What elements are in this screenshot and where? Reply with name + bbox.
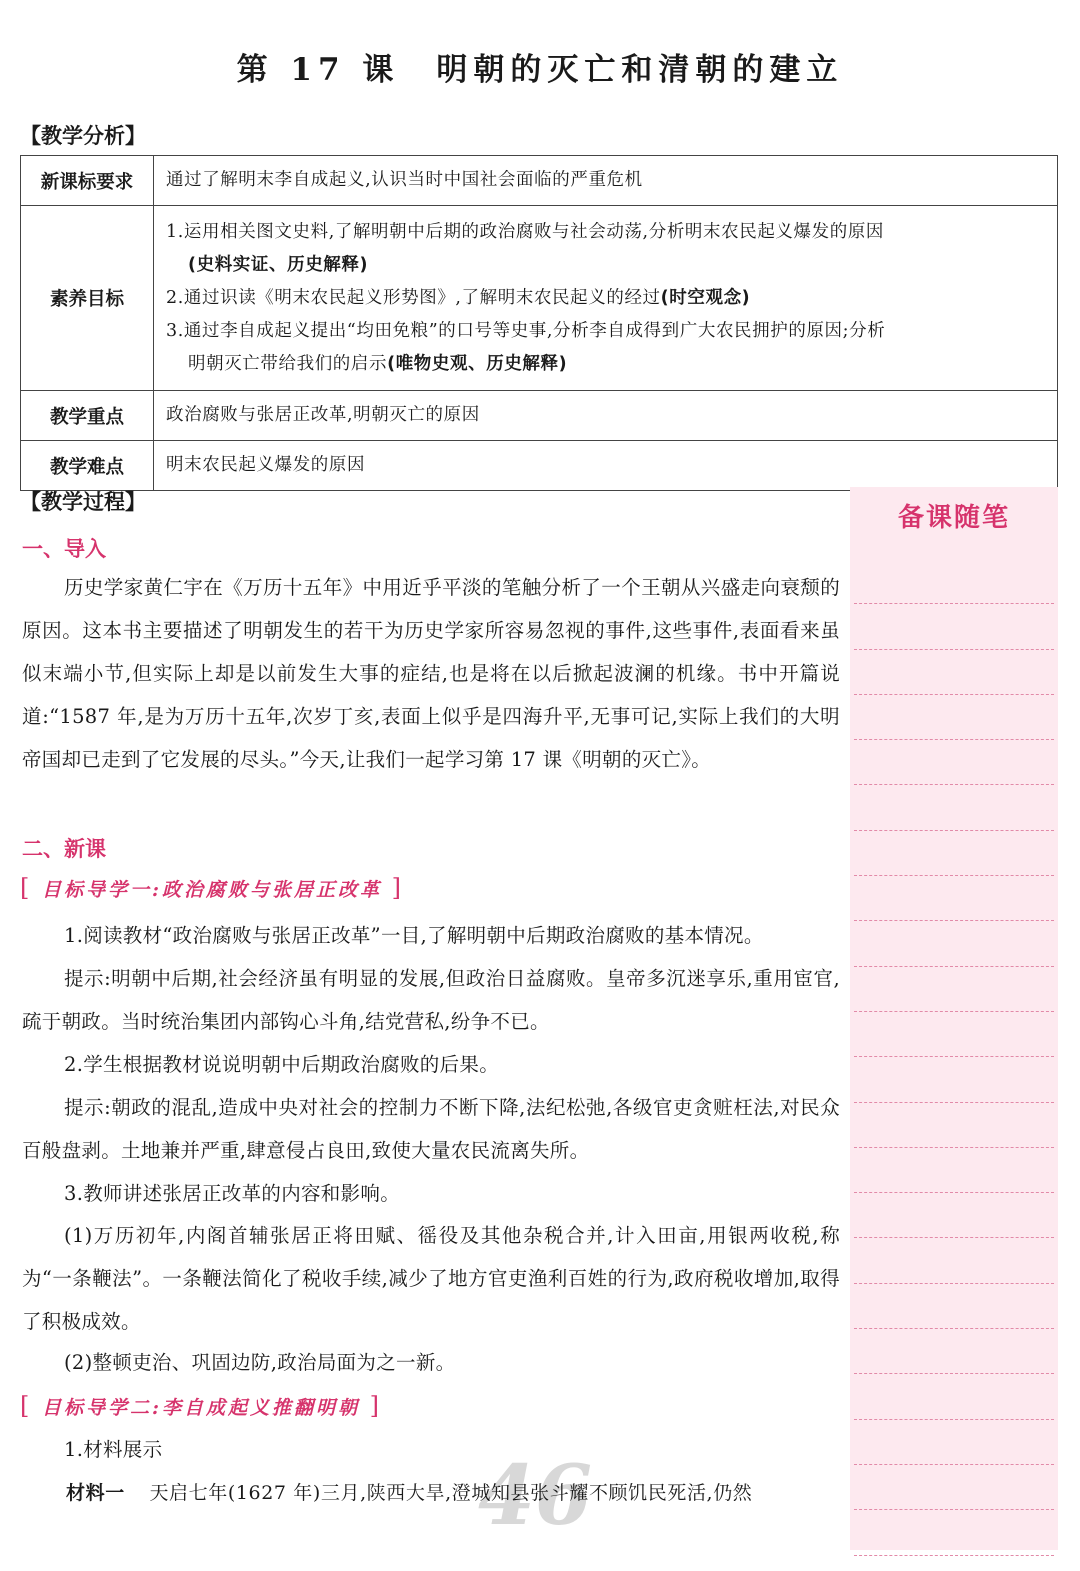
sidebar-title: 备课随笔 bbox=[897, 503, 1010, 533]
intro-paragraph: 历史学家黄仁宇在《万历十五年》中用近乎平淡的笔触分析了一个王朝从兴盛走向衰颓的原因。这本书主要描述了明朝发生的若干为历史学家所容易忽视的事件,这些事件,表面看来虽似末端小节,但实际上却是以前发生大事的症结,也是将在以后掀起波澜的机缘。书中开篇说道:“1587 年,是为万历十五年,次岁丁亥,表面上似乎是四海升平,无事可记,实际上我们的大明帝国却已走到了它发展的尽头。”今天,让我们一起学习第 17 课《明朝的灭亡》。 bbox=[22, 576, 840, 771]
row-head: 教学重点 bbox=[21, 391, 154, 441]
goal-3-tag: (唯物史观、历史解释) bbox=[387, 353, 568, 374]
goals-cell bbox=[154, 206, 1058, 391]
row-head: 新课标要求 bbox=[21, 156, 154, 206]
table-row bbox=[21, 156, 1058, 206]
material-line bbox=[66, 1478, 846, 1505]
paragraph: 1.阅读教材“政治腐败与张居正改革”一目,了解明朝中后期政治腐败的基本情况。 bbox=[64, 924, 764, 947]
goal-3-cont: 明朝灭亡带给我们的启示(唯物史观、历史解释) bbox=[188, 353, 568, 374]
note-lines bbox=[854, 559, 1054, 1556]
paragraph: (2)整顿吏治、巩固边防,政治局面为之一新。 bbox=[64, 1351, 456, 1374]
lesson-title: 第 17 课 明朝的灭亡和清朝的建立 bbox=[236, 52, 844, 88]
paragraph: 2.学生根据教材说说明朝中后期政治腐败的后果。 bbox=[64, 1053, 500, 1076]
goal-3: 3.通过李自成起义提出“均田免粮”的口号等史事,分析李自成得到广大农民拥护的原因;分析 bbox=[166, 320, 886, 341]
page-number: 46 bbox=[478, 1448, 593, 1544]
paragraph: (1)万历初年,内阁首辅张居正将田赋、徭役及其他杂税合并,计入田亩,用银两收税,称为“一条鞭法”。一条鞭法简化了税收手续,减少了地方官吏渔利百姓的行为,政府税收增加,取得了积极成效。 bbox=[22, 1224, 840, 1333]
paragraph: 3.教师讲述张居正改革的内容和影响。 bbox=[64, 1182, 401, 1205]
target-heading-2: [ 目标导学二:李自成起义推翻明朝 ] bbox=[20, 1392, 383, 1420]
row-head: 素养目标 bbox=[21, 206, 154, 391]
notes-sidebar bbox=[850, 487, 1058, 1550]
material-label: 材料一 bbox=[66, 1482, 125, 1504]
table-row bbox=[21, 391, 1058, 441]
row-head: 教学难点 bbox=[21, 441, 154, 491]
analysis-table bbox=[20, 155, 1058, 491]
section-intro-heading: 一、导入 bbox=[22, 537, 106, 561]
paragraph: 提示:朝政的混乱,造成中央对社会的控制力不断下降,法纪松弛,各级官吏贪赃枉法,对民众百般盘剥。土地兼并严重,肆意侵占良田,致使大量农民流离失所。 bbox=[22, 1096, 840, 1162]
section-new-lesson-heading: 二、新课 bbox=[22, 837, 106, 861]
table-row bbox=[21, 206, 1058, 391]
goal-2: 2.通过识读《明末农民起义形势图》,了解明末农民起义的经过(时空观念) bbox=[166, 287, 751, 308]
row-text: 通过了解明末李自成起义,认识当时中国社会面临的严重危机 bbox=[154, 156, 1058, 206]
goal-1-tag: (史料实证、历史解释) bbox=[188, 254, 369, 275]
goal-2-tag: (时空观念) bbox=[660, 287, 751, 308]
analysis-label: 【教学分析】 bbox=[20, 124, 146, 148]
row-text: 政治腐败与张居正改革,明朝灭亡的原因 bbox=[154, 391, 1058, 441]
paragraph: 提示:明朝中后期,社会经济虽有明显的发展,但政治日益腐败。皇帝多沉迷享乐,重用宦官,疏于朝政。当时统治集团内部钩心斗角,结党营私,纷争不已。 bbox=[22, 967, 840, 1033]
row-text: 明末农民起义爆发的原因 bbox=[154, 441, 1058, 491]
material-text: 天启七年(1627 年)三月,陕西大旱,澄城知县张斗耀不顾饥民死活,仍然 bbox=[149, 1482, 753, 1504]
goal-1: 1.运用相关图文史料,了解明朝中后期的政治腐败与社会动荡,分析明末农民起义爆发的原因 bbox=[166, 221, 885, 242]
table-row bbox=[21, 441, 1058, 491]
process-label: 【教学过程】 bbox=[20, 490, 146, 514]
target-heading-1: [ 目标导学一:政治腐败与张居正改革 ] bbox=[20, 874, 405, 902]
paragraph: 1.材料展示 bbox=[64, 1438, 163, 1461]
